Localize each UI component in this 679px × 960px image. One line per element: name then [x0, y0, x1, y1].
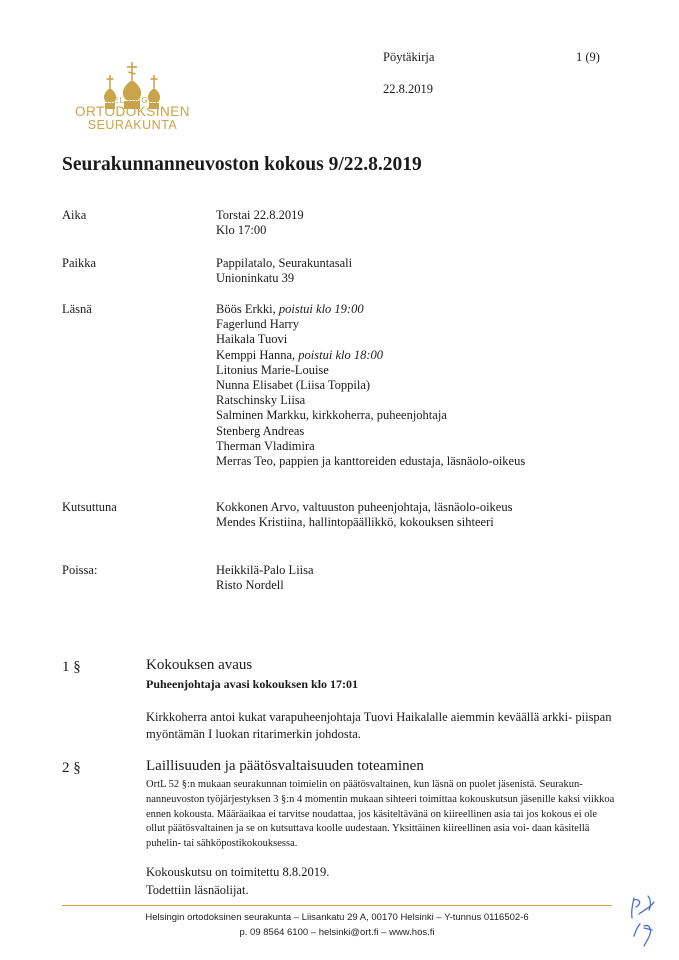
paikka-line: Unioninkatu 39: [216, 271, 295, 286]
closing-line: Kokouskutsu on toimitettu 8.8.2019.: [146, 865, 330, 879]
attendee-name: Böös Erkki,: [216, 302, 279, 316]
attendee-note: poistui klo 19:00: [278, 302, 364, 316]
document-type: Pöytäkirja: [383, 50, 435, 64]
attendee-name: Therman Vladimira: [216, 438, 315, 453]
poissa-value: [216, 563, 314, 593]
attendee-name: Haikala Tuovi: [216, 332, 288, 347]
attendee-item: [216, 378, 525, 393]
attendee-item: [216, 439, 525, 454]
attendee-item: [216, 408, 525, 423]
attendee-item: [216, 363, 525, 378]
attendee-name: Litonius Marie-Louise: [216, 362, 329, 377]
invitee-line: Kokkonen Arvo, valtuuston puheenjohtaja, läsnäolo-oikeus: [216, 500, 513, 514]
logo-line-3: SEURAKUNTA: [87, 117, 178, 132]
section-1-title: Kokouksen avaus: [146, 657, 253, 673]
attendee-item: [216, 393, 525, 408]
attendee-name: Stenberg Andreas: [216, 423, 305, 438]
section-2-text: OrtL 52 §:n mukaan seurakunnan toimielin on päätösvaltainen, kun läsnä on puolet jäsenistä. Seurakun- nanneuvoston työjärjestyksen 3 §:n 4 momentin mukaan sihteeri toimittaa kokouskutsun jäsenille kaksi viikkoa ennen kokousta. Määräaikaa ei tarvitse noudattaa, jos käsiteltävänä on kiireellinen asia tai jos kokous ei ole ollut päätösvaltainen ja se on kutsuttava koolle uudestaan. Yksittäinen kiireellinen asia voi- daan käsitellä puhelin- tai sähköpostikokouksessa.: [146, 779, 615, 850]
section-2-closing: [146, 863, 329, 899]
attendee-item: [216, 317, 525, 332]
section-2-title: Laillisuuden ja päätösvaltaisuuden toteaminen: [146, 758, 424, 774]
section-1-number: 1 §: [62, 659, 81, 675]
attendee-name: Kemppi Hanna,: [216, 347, 299, 362]
logo-line-1: HELSINGIN: [106, 96, 159, 105]
attendee-name: Fagerlund Harry: [216, 317, 299, 332]
logo-line-2: ORTODOKSINEN: [74, 104, 191, 119]
aika-line: Klo 17:00: [216, 223, 267, 238]
aika-value: [216, 208, 304, 238]
page-number: 1 (9): [576, 50, 600, 64]
aika-line: Torstai 22.8.2019: [216, 208, 304, 222]
poissa-label: Poissa:: [62, 563, 98, 577]
section-1-text: Kirkkoherra antoi kukat varapuheenjohtaja Tuovi Haikalalle aiemmin keväällä arkki- piispan myöntämän I luokan ritarimerkin johdosta.: [146, 710, 612, 741]
kutsuttuna-value: [216, 500, 512, 530]
footer-contact: p. 09 8564 6100 – helsinki@ort.fi – www.hos.fi: [239, 927, 435, 938]
paikka-label: Paikka: [62, 256, 97, 270]
absentee-line: Heikkilä-Palo Liisa: [216, 563, 314, 577]
attendee-name: Merras Teo, pappien ja kanttoreiden edustaja, läsnäolo-oikeus: [216, 454, 526, 469]
attendee-name: Nunna Elisabet (Liisa Toppila): [216, 378, 371, 393]
lasna-label: Läsnä: [62, 302, 92, 316]
paikka-value: [216, 256, 352, 286]
footer-divider: [62, 905, 612, 906]
attendee-name: Ratschinsky Liisa: [216, 393, 306, 408]
attendee-name: Salminen Markku, kirkkoherra, puheenjohtaja: [216, 408, 447, 423]
attendee-list: [216, 302, 525, 469]
page-title: Seurakunnanneuvoston kokous 9/22.8.2019: [62, 154, 422, 175]
invitee-line: Mendes Kristiina, hallintopäällikkö, kokouksen sihteeri: [216, 515, 494, 530]
attendee-item: [216, 348, 525, 363]
aika-label: Aika: [62, 208, 87, 222]
attendee-item: [216, 332, 525, 347]
section-1-subtitle: Puheenjohtaja avasi kokouksen klo 17:01: [146, 677, 359, 691]
document-date: 22.8.2019: [383, 82, 433, 96]
parish-logo-text: [70, 97, 195, 131]
attendee-item: [216, 454, 525, 469]
handwritten-initials: [620, 890, 668, 952]
closing-line: Todettiin läsnäolijat.: [146, 883, 249, 897]
section-2-number: 2 §: [62, 760, 81, 776]
attendee-note: poistui klo 18:00: [298, 347, 383, 362]
kutsuttuna-label: Kutsuttuna: [62, 500, 117, 514]
attendee-item: [216, 302, 525, 317]
footer-address: Helsingin ortodoksinen seurakunta – Liisankatu 29 A, 00170 Helsinki – Y-tunnus 0116502-6: [145, 912, 529, 923]
paikka-line: Pappilatalo, Seurakuntasali: [216, 256, 353, 270]
absentee-line: Risto Nordell: [216, 578, 284, 593]
attendee-item: [216, 424, 525, 439]
